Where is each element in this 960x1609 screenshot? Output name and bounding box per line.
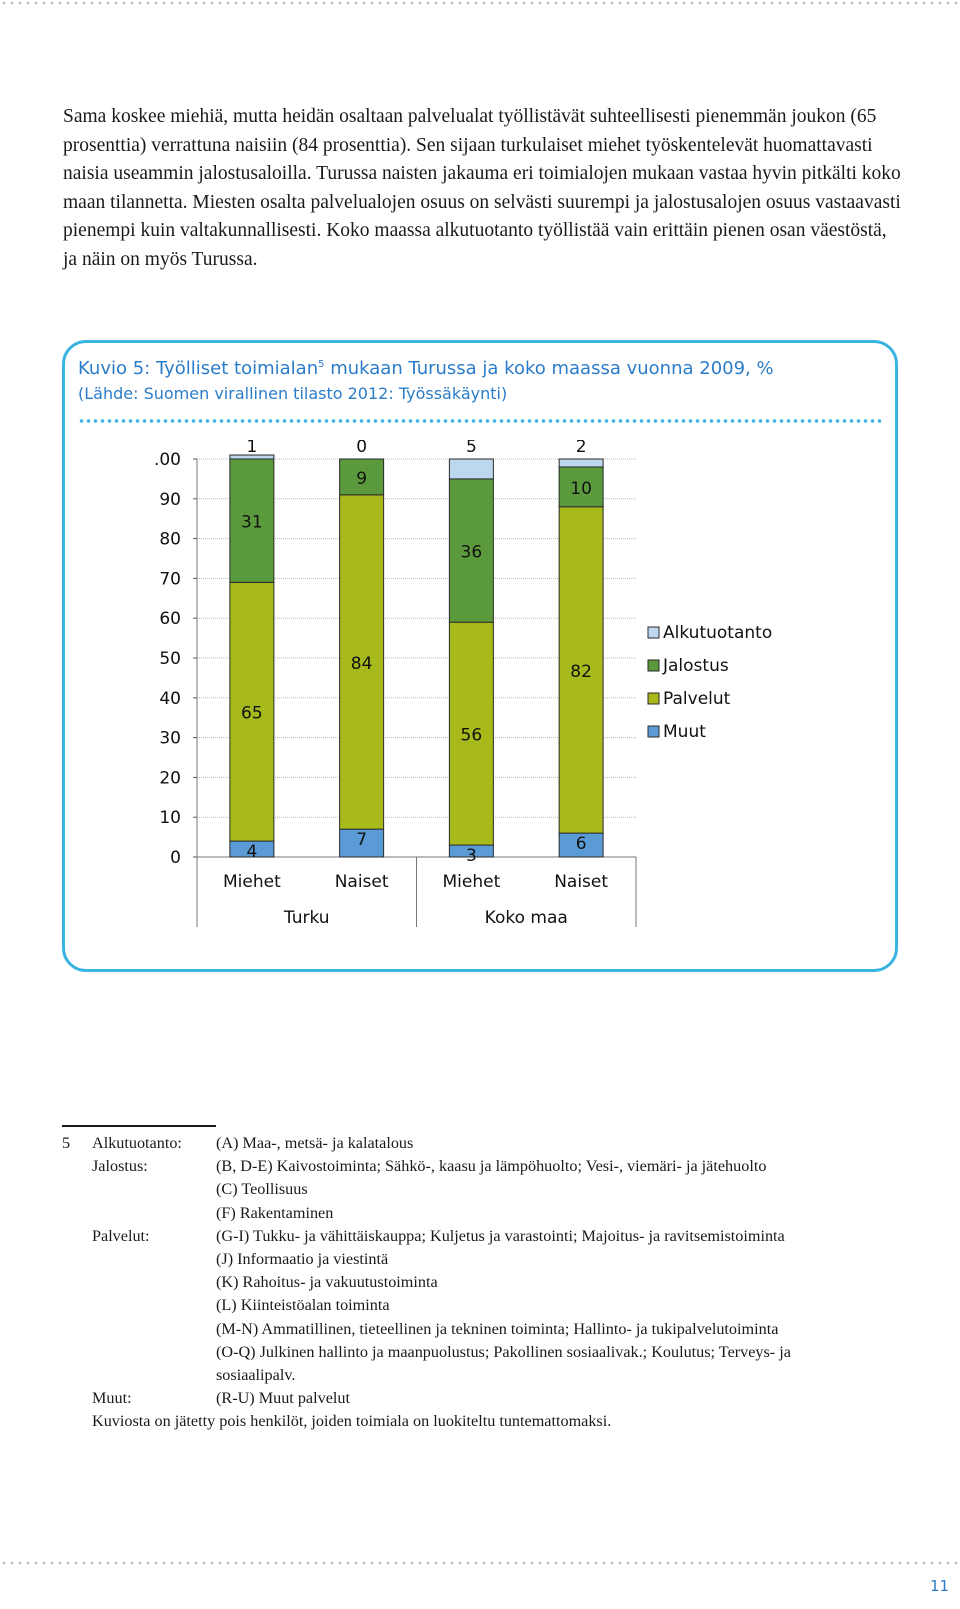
x-tick-label: Naiset [554, 872, 609, 892]
bar-segment [559, 459, 603, 467]
y-tick-label: 30 [159, 728, 181, 749]
data-label: 10 [570, 478, 592, 499]
y-tick-label: .00 [153, 450, 181, 470]
legend-swatch [648, 660, 659, 671]
figure-title [78, 358, 774, 379]
y-tick-label: 60 [159, 609, 181, 630]
footnote-description: (A) Maa-, metsä- ja kalatalous [216, 1134, 414, 1152]
footnote-entry [62, 1155, 922, 1178]
footnote-closing-note: Kuviosta on jätetty pois henkilöt, joiden toimiala on luokiteltu tuntemattomaksi. [92, 1412, 612, 1431]
figure-title-main: Kuvio 5: Työlliset toimialan [78, 358, 319, 379]
data-label: 5 [465, 440, 477, 457]
y-tick-label: 10 [159, 808, 181, 829]
legend-label: Palvelut [663, 689, 731, 709]
data-label: 1 [246, 440, 258, 457]
footnote-entry [62, 1202, 922, 1225]
legend-swatch [648, 627, 659, 638]
stacked-bar-chart [62, 440, 882, 950]
y-tick-label: 70 [159, 569, 181, 590]
y-tick-label: 0 [170, 848, 181, 868]
group-label: Koko maa [484, 908, 568, 928]
footnote-description: sosiaalipalv. [216, 1365, 296, 1384]
footnote-entry [62, 1387, 922, 1410]
footnote [62, 1132, 922, 1433]
x-tick-label: Miehet [442, 872, 501, 892]
figure-title-rest: mukaan Turussa ja koko maassa vuonna 2009, % [324, 358, 774, 379]
footnote-rule [62, 1125, 216, 1127]
x-tick-label: Naiset [334, 872, 389, 892]
bottom-dotted-border [0, 1560, 960, 1566]
data-label: 2 [575, 440, 587, 457]
footnote-entry [62, 1225, 922, 1248]
footnote-description: (C) Teollisuus [216, 1180, 308, 1199]
group-label: Turku [283, 908, 330, 928]
data-label: 84 [350, 653, 373, 674]
data-label: 65 [241, 703, 263, 724]
data-label: 9 [356, 468, 368, 489]
data-label: 4 [246, 842, 258, 863]
intro-paragraph: Sama koskee miehiä, mutta heidän osaltaan palvelualat työllistävät suhteellisesti pienemmän joukon (65 prosenttia) verrattuna naisiin (84 prosenttia). Sen sijaan turkulaiset miehet työskentelevät huomattavasti naisia useammin jalostusaloilla. Turussa naisten jakauma eri toimialojen mukaan vastaa hyvin pitkälti koko maan tilannetta. Miesten osalta palvelualojen osuus on selvästi suurempi ja jalostusalojen osuus vastaavasti pienempi kuin valtakunnallisesti. Koko maassa alkutuotanto työllistää vain erittäin pienen osan väestöstä, ja näin on myös Turussa. [63, 106, 901, 270]
data-label: 36 [460, 542, 483, 563]
footnote-entry [62, 1364, 922, 1387]
footnote-closing-note-row [62, 1410, 922, 1433]
data-label: 7 [356, 830, 368, 851]
footnote-number: 5 [62, 1134, 71, 1152]
y-tick-label: 40 [159, 688, 181, 709]
footnote-description: (J) Informaatio ja viestintä [216, 1249, 389, 1268]
legend-swatch [648, 726, 659, 737]
footnote-term: Jalostus: [92, 1157, 148, 1176]
data-label: 82 [570, 661, 592, 682]
footnote-term: Muut: [92, 1389, 132, 1408]
footnote-entry [62, 1341, 922, 1364]
footnote-entry [62, 1248, 922, 1271]
figure-title-footnote-ref: 5 [318, 359, 325, 370]
footnote-description: (G-I) Tukku- ja vähittäiskauppa; Kuljetus ja varastointi; Majoitus- ja ravitsemistoiminta [216, 1226, 785, 1245]
footnote-description: (K) Rahoitus- ja vakuutustoiminta [216, 1273, 438, 1292]
legend-label: Alkutuotanto [663, 623, 773, 643]
footnote-entry [62, 1132, 922, 1155]
y-tick-label: 20 [159, 768, 181, 789]
x-tick-label: Miehet [223, 872, 281, 892]
page-number: 11 [930, 1577, 950, 1595]
footnote-description: (R-U) Muut palvelut [216, 1389, 350, 1408]
footnote-description: (M-N) Ammatillinen, tieteellinen ja tekninen toiminta; Hallinto- ja tukipalvelutoiminta [216, 1319, 779, 1338]
top-dotted-border [0, 0, 960, 6]
footnote-term: Palvelut: [92, 1226, 150, 1245]
data-label: 31 [241, 512, 263, 533]
footnote-entry [62, 1294, 922, 1317]
bar-segment [449, 459, 493, 479]
data-label: 0 [356, 440, 368, 457]
footnote-description: (L) Kiinteistöalan toiminta [216, 1296, 390, 1315]
figure-source: (Lähde: Suomen virallinen tilasto 2012: Työssäkäynti) [78, 384, 508, 403]
footnote-entry [62, 1178, 922, 1201]
data-label: 56 [460, 725, 483, 746]
y-tick-label: 80 [159, 529, 181, 550]
legend-label: Muut [663, 722, 706, 742]
footnote-entry [62, 1271, 922, 1294]
legend-swatch [648, 693, 659, 704]
y-tick-label: 50 [159, 649, 181, 669]
footnote-description: (O-Q) Julkinen hallinto ja maanpuolustus; Pakollinen sosiaalivak.; Koulutus; Terveys- ja [216, 1342, 791, 1361]
footnote-term: Alkutuotanto: [92, 1134, 182, 1152]
footnote-description: (F) Rakentaminen [216, 1203, 334, 1222]
footnote-entry [62, 1318, 922, 1341]
figure-dotted-rule [78, 418, 884, 424]
data-label: 6 [575, 834, 587, 855]
footnote-description: (B, D-E) Kaivostoiminta; Sähkö-, kaasu ja lämpöhuolto; Vesi-, viemäri- ja jätehuolto [216, 1157, 767, 1176]
data-label: 3 [465, 846, 477, 867]
legend-label: Jalostus [663, 656, 729, 676]
y-tick-label: 90 [159, 489, 181, 510]
